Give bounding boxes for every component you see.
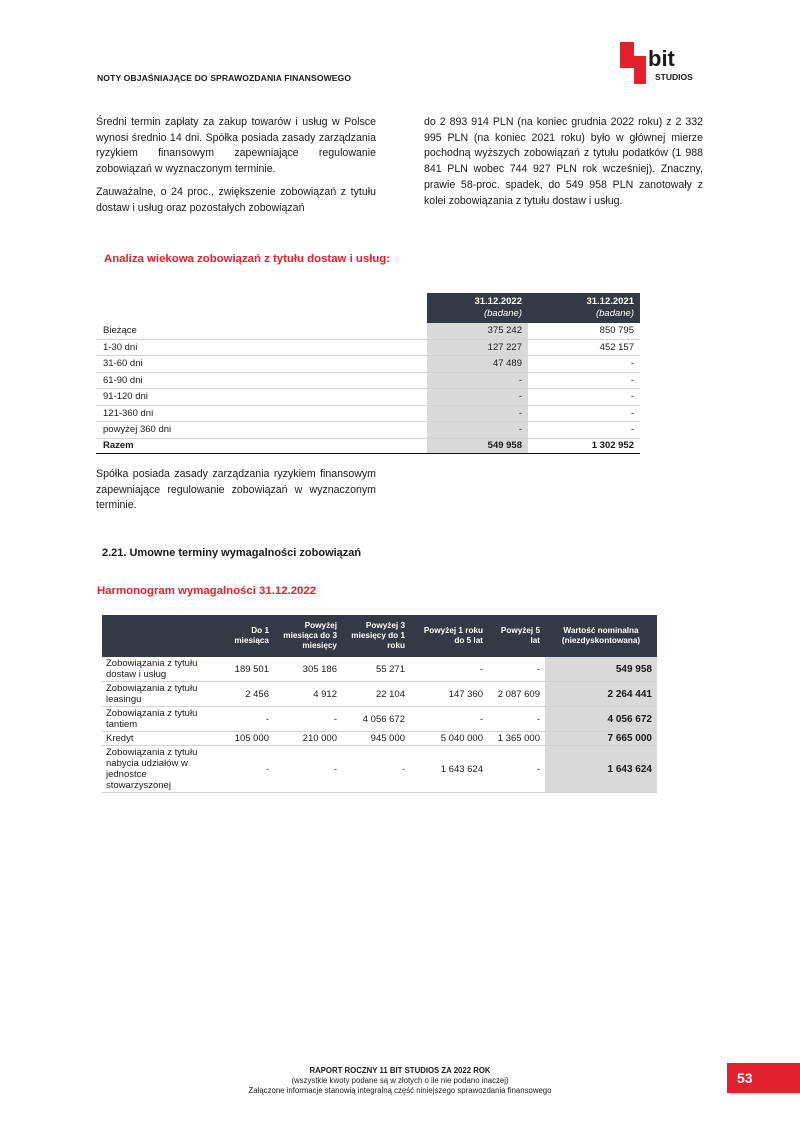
column-header: Powyżej 1 roku do 5 lat bbox=[410, 615, 488, 657]
value-2022: - bbox=[427, 422, 528, 439]
value-2021: 850 795 bbox=[528, 323, 640, 339]
nominal-value: 1 643 624 bbox=[545, 746, 657, 793]
cell-value: - bbox=[214, 746, 274, 793]
row-label: Zobowiązania z tytułu dostaw i usług bbox=[102, 657, 214, 682]
table-row bbox=[96, 339, 640, 356]
value-2022: - bbox=[427, 405, 528, 422]
cell-value: - bbox=[488, 657, 545, 682]
intro-left-column bbox=[96, 115, 376, 223]
cell-value: 945 000 bbox=[342, 732, 410, 746]
table-row bbox=[96, 372, 640, 389]
cell-value: - bbox=[342, 746, 410, 793]
svg-text:bit: bit bbox=[648, 46, 675, 71]
table-row bbox=[102, 707, 657, 732]
cell-value: 55 271 bbox=[342, 657, 410, 682]
row-label: 61-90 dni bbox=[96, 372, 427, 389]
table-row bbox=[96, 422, 640, 439]
cell-value: 189 501 bbox=[214, 657, 274, 682]
table-row bbox=[96, 356, 640, 373]
value-2022: - bbox=[427, 372, 528, 389]
table-row bbox=[96, 323, 640, 339]
column-header: Powyżej 3 miesięcy do 1 roku bbox=[342, 615, 410, 657]
row-label: Kredyt bbox=[102, 732, 214, 746]
ageing-col-2022: 31.12.2022 (badane) bbox=[427, 293, 528, 323]
company-logo bbox=[618, 42, 698, 84]
row-label: Zobowiązania z tytułu nabycia udziałów w jednostce stowarzyszonej bbox=[102, 746, 214, 793]
cell-value: 210 000 bbox=[274, 732, 342, 746]
table-row bbox=[102, 746, 657, 793]
table-row bbox=[96, 389, 640, 406]
cell-value: - bbox=[488, 746, 545, 793]
cell-value: 22 104 bbox=[342, 682, 410, 707]
intro-paragraph: Zauważalne, o 24 proc., zwiększenie zobowiązań z tytułu dostaw i usług oraz pozostałych zobowiązań bbox=[96, 185, 376, 214]
value-2021: - bbox=[528, 389, 640, 406]
nominal-value: 2 264 441 bbox=[545, 682, 657, 707]
cell-value: - bbox=[488, 707, 545, 732]
value-2022: 127 227 bbox=[427, 339, 528, 356]
footer-title: RAPORT ROCZNY 11 BIT STUDIOS ZA 2022 ROK bbox=[309, 1066, 491, 1075]
ageing-table bbox=[96, 293, 640, 454]
footer bbox=[150, 1066, 650, 1096]
section-heading: 2.21. Umowne terminy wymagalności zobowiązań bbox=[102, 547, 362, 559]
value-2022: 375 242 bbox=[427, 323, 528, 339]
value-2021: - bbox=[528, 356, 640, 373]
row-label: Razem bbox=[96, 438, 427, 453]
cell-value: - bbox=[410, 657, 488, 682]
cell-value: 1 365 000 bbox=[488, 732, 545, 746]
cell-value: - bbox=[274, 746, 342, 793]
column-header: Powyżej 5 lat bbox=[488, 615, 545, 657]
footer-note: (wszystkie kwoty podane są w złotych o ile nie podano inaczej) bbox=[291, 1076, 509, 1085]
cell-value: - bbox=[410, 707, 488, 732]
nominal-value: 4 056 672 bbox=[545, 707, 657, 732]
column-header: Wartość nominalna (niezdyskontowana) bbox=[545, 615, 657, 657]
cell-value: 2 456 bbox=[214, 682, 274, 707]
cell-value: 305 186 bbox=[274, 657, 342, 682]
cell-value: 147 360 bbox=[410, 682, 488, 707]
cell-value: 105 000 bbox=[214, 732, 274, 746]
risk-paragraph: Spółka posiada zasady zarządzania ryzykiem finansowym zapewniające regulowanie zobowiązań w wyznaczonym terminie. bbox=[96, 468, 376, 512]
cell-value: 4 912 bbox=[274, 682, 342, 707]
row-label: powyżej 360 dni bbox=[96, 422, 427, 439]
cell-value: 5 040 000 bbox=[410, 732, 488, 746]
cell-value: 4 056 672 bbox=[342, 707, 410, 732]
column-header bbox=[102, 615, 214, 657]
value-2021: 1 302 952 bbox=[528, 438, 640, 453]
value-2021: 452 157 bbox=[528, 339, 640, 356]
nominal-value: 549 958 bbox=[545, 657, 657, 682]
table-row bbox=[102, 657, 657, 682]
table-row bbox=[102, 732, 657, 746]
row-label: 1-30 dni bbox=[96, 339, 427, 356]
row-label: 31-60 dni bbox=[96, 356, 427, 373]
table-row bbox=[96, 405, 640, 422]
value-2021: - bbox=[528, 372, 640, 389]
nominal-value: 7 665 000 bbox=[545, 732, 657, 746]
total-row bbox=[96, 438, 640, 453]
footer-note: Załączone informacje stanowią integralną część niniejszego sprawozdania finansowego bbox=[248, 1086, 552, 1095]
ageing-col-2021: 31.12.2021 (badane) bbox=[528, 293, 640, 323]
table-row bbox=[102, 682, 657, 707]
value-2022: - bbox=[427, 389, 528, 406]
intro-paragraph: Średni termin zapłaty za zakup towarów i usług w Polsce wynosi średnio 14 dni. Spółka posiada zasady zarządzania ryzykiem finansowym zapewniające regulowanie zobowiązań w wyznaczonym terminie. bbox=[96, 116, 376, 176]
cell-value: 1 643 624 bbox=[410, 746, 488, 793]
intro-right-column bbox=[424, 115, 703, 216]
cell-value: 2 087 609 bbox=[488, 682, 545, 707]
column-header: Do 1 miesiąca bbox=[214, 615, 274, 657]
cell-value: - bbox=[274, 707, 342, 732]
value-2021: - bbox=[528, 422, 640, 439]
row-label: Zobowiązania z tytułu leasingu bbox=[102, 682, 214, 707]
value-2022: 549 958 bbox=[427, 438, 528, 453]
row-label: 121-360 dni bbox=[96, 405, 427, 422]
page-number: 53 bbox=[727, 1063, 800, 1093]
row-label: 91-120 dni bbox=[96, 389, 427, 406]
row-label: Bieżące bbox=[96, 323, 427, 339]
intro-paragraph: do 2 893 914 PLN (na koniec grudnia 2022 roku) z 2 332 995 PLN (na koniec 2021 roku) było w głównej mierze pochodną wyższych zobowiązań z tytułu podatków (1 988 841 PLN wobec 744 927 PLN rok wcześniej). Znaczny, prawie 58-proc. spadek, do 549 958 PLN zanotowały z kolei zobowiązania z tytułu dostaw i usług. bbox=[424, 116, 703, 207]
page-header-title: NOTY OBJAŚNIAJĄCE DO SPRAWOZDANIA FINANSOWEGO bbox=[97, 73, 352, 83]
value-2021: - bbox=[528, 405, 640, 422]
ageing-heading: Analiza wiekowa zobowiązań z tytułu dostaw i usług: bbox=[104, 253, 391, 265]
svg-text:STUDIOS: STUDIOS bbox=[655, 72, 693, 82]
row-label: Zobowiązania z tytułu tantiem bbox=[102, 707, 214, 732]
cell-value: - bbox=[214, 707, 274, 732]
schedule-table bbox=[102, 615, 657, 793]
column-header: Powyżej miesiąca do 3 miesięcy bbox=[274, 615, 342, 657]
schedule-heading: Harmonogram wymagalności 31.12.2022 bbox=[97, 585, 317, 597]
value-2022: 47 489 bbox=[427, 356, 528, 373]
